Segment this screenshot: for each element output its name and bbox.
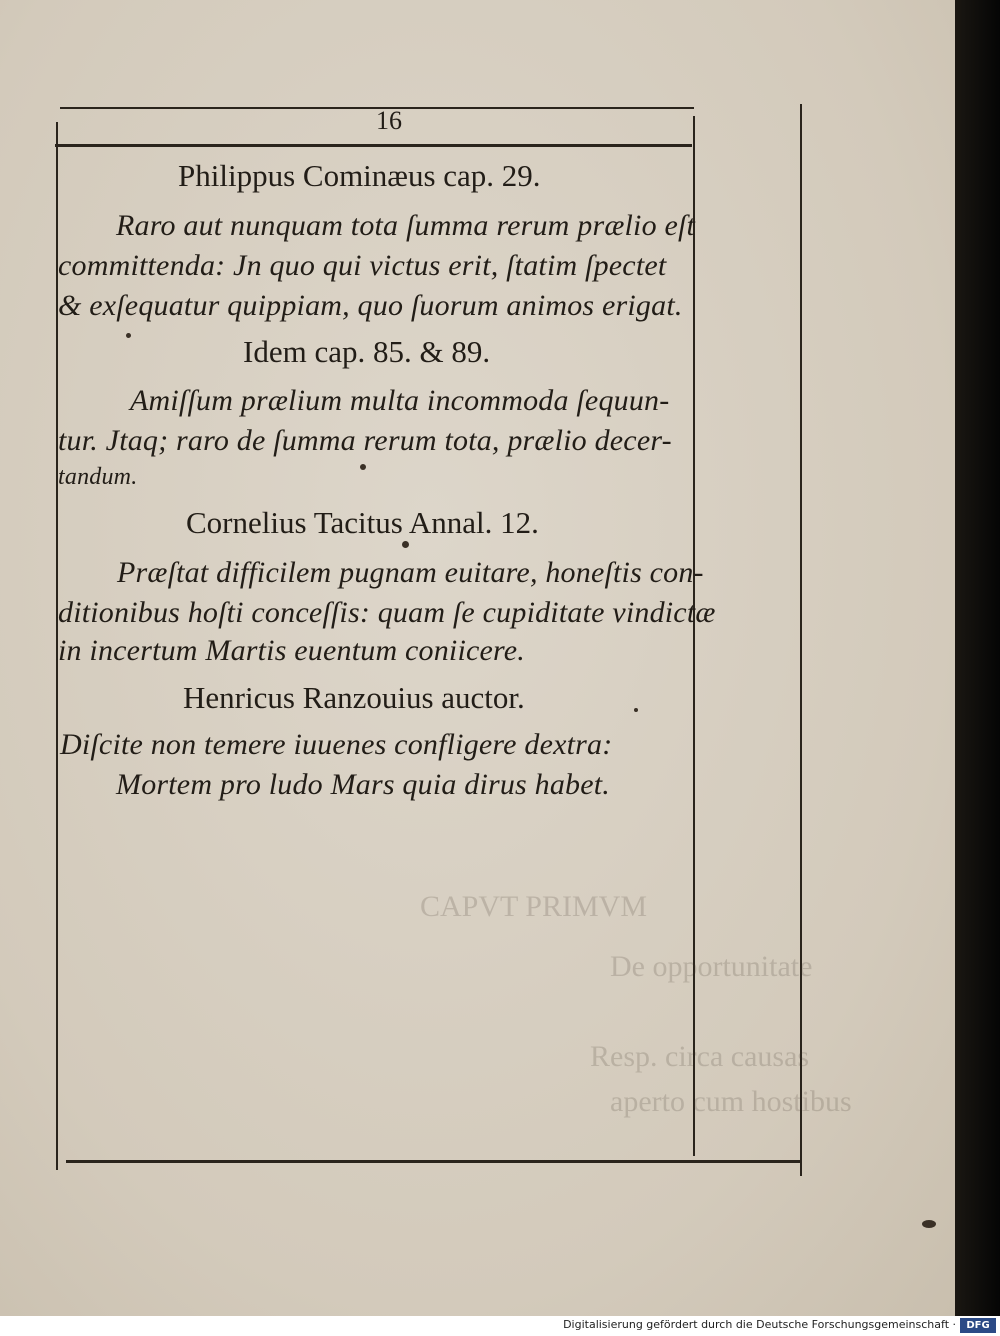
bleed-through-text: De opportunitate — [610, 950, 813, 983]
bottom-rule — [66, 1160, 801, 1163]
outer-right-rule — [800, 104, 802, 1176]
section-heading: Idem cap. 85. & 89. — [243, 334, 491, 369]
paper-speck — [922, 1220, 936, 1228]
section-heading: Philippus Cominæus cap. 29. — [178, 158, 541, 193]
top-rule — [55, 144, 692, 147]
section-heading: Cornelius Tacitus Annal. 12. — [186, 505, 539, 540]
verse-line: Mortem pro ludo Mars quia dirus habet. — [116, 768, 610, 801]
bleed-through-text: Resp. circa causas — [590, 1040, 810, 1073]
quote-line: in incertum Martis euentum coniicere. — [58, 634, 526, 667]
quote-line: Amiſſum prælium multa incommoda ſequun- — [130, 384, 670, 417]
footer-bar — [0, 1316, 1000, 1336]
verse-line: Diſcite non temere iuuenes confligere dextra: — [60, 728, 613, 761]
quote-line: & exſequatur quippiam, quo ſuorum animos erigat. — [58, 289, 683, 322]
quote-line: Præſtat difficilem pugnam euitare, honeſtis con- — [117, 556, 704, 589]
quote-line: committenda: Jn quo qui victus erit, ſtatim ſpectet — [58, 249, 667, 282]
page-number: 16 — [376, 106, 402, 135]
dfg-logo: DFG — [960, 1318, 996, 1333]
paper-speck — [402, 541, 409, 548]
section-heading: Henricus Ranzouius auctor. — [183, 680, 525, 715]
bleed-through-text: CAPVT PRIMVM — [420, 890, 648, 923]
paper-speck — [634, 708, 638, 712]
bleed-through-text: aperto cum hostibus — [610, 1085, 852, 1118]
quote-line: tur. Jtaq; raro de ſumma rerum tota, prælio decer- — [58, 424, 672, 457]
paper-speck — [360, 464, 366, 470]
paper-speck — [126, 333, 131, 338]
quote-line: ditionibus hoſti conceſſis: quam ſe cupiditate vindictæ — [58, 596, 716, 629]
page-edge-shadow — [955, 0, 1000, 1316]
right-frame-rule — [693, 116, 695, 1156]
quote-line: Raro aut nunquam tota ſumma rerum prælio eſt — [116, 209, 696, 242]
quote-line: tandum. — [58, 464, 138, 490]
funding-notice: Digitalisierung gefördert durch die Deutsche Forschungsgemeinschaft · — [563, 1318, 956, 1331]
